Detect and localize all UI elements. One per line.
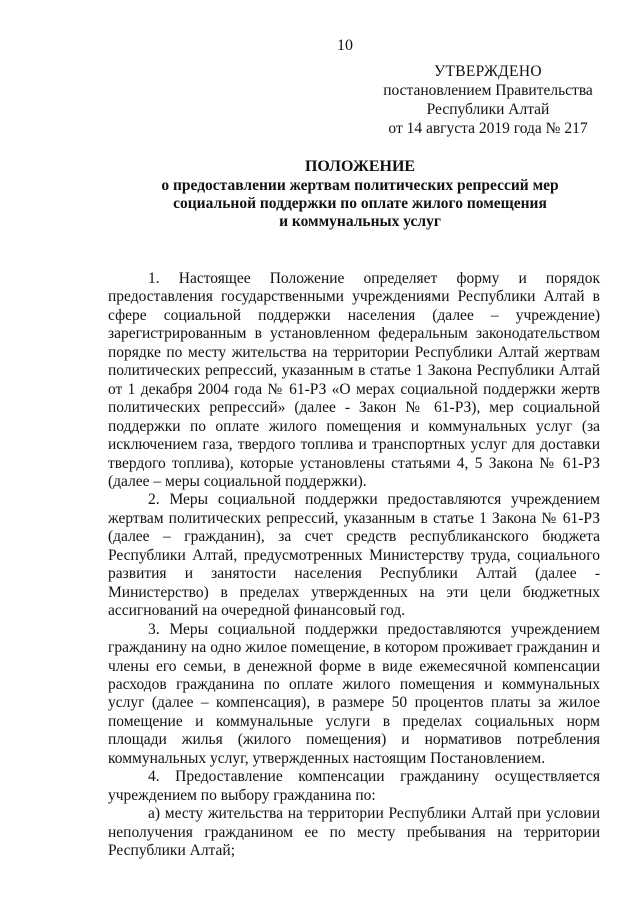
document-body [108,270,600,861]
title-line-1: о предоставлении жертвам политических репрессий мер [161,177,559,194]
document-title [150,158,570,231]
paragraph-1: 1. Настоящее Положение определяет форму и порядок предоставления государственными учреждениями Республики Алтай в сфере социальной поддержки населения (далее – учреждение) зарегистрированным в установленном федеральным законодательством порядке по месту жительства на территории Республики Алтай жертвам политических репрессий, указанным в статье 1 Закона Республики Алтай от 1 декабря 2004 года № 61-РЗ «О мерах социальной поддержки жертв политических репрессий» (далее - Закон № 61-РЗ), мер социальной поддержки по оплате жилого помещения и коммунальных услуг (за исключением газа, твердого топлива и транспортных услуг для доставки твердого топлива), которые установлены статьями 4, 5 Закона № 61-РЗ (далее – меры социальной поддержки). [108,270,600,490]
paragraph-3: 3. Меры социальной поддержки предоставляются учреждением гражданину на одно жилое помещение, в котором проживает гражданин и члены его семьи, в денежной форме в виде ежемесячной компенсации расходов гражданина по оплате жилого помещения и коммунальных услуг (далее – компенсация), в размере 50 процентов платы за жилое помещение и коммунальные услуги в пределах социальных норм площади жилья (жилого помещения) и нормативов потребления коммунальных услуг, утвержденных настоящим Постановлением. [108,620,600,767]
title-line-3: и коммунальных услуг [279,213,441,230]
approval-heading: УТВЕРЖДЕНО [434,63,542,80]
title-line-2: социальной поддержки по оплате жилого помещения [173,195,547,212]
approval-line-1: постановлением Правительства [383,82,593,99]
paragraph-4: 4. Предоставление компенсации гражданину осуществляется учреждением по выбору гражданина по: [108,768,600,804]
approval-stamp [368,62,608,138]
approval-line-3: от 14 августа 2019 года № 217 [388,120,588,137]
approval-line-2: Республики Алтай [426,101,550,118]
paragraph-4a: а) месту жительства на территории Республики Алтай при условии неполучения гражданином ее по месту пребывания на территории Республики Алтай; [108,805,600,860]
title-heading: ПОЛОЖЕНИЕ [304,158,416,175]
page-number: 10 [337,37,353,54]
paragraph-2: 2. Меры социальной поддержки предоставляются учреждением жертвам политических репрессий, указанным в статье 1 Закона № 61-РЗ (далее – гражданин), за счет средств республиканского бюджета Республики Алтай, предусмотренных Министерству труда, социального развития и занятости населения Республики Алтай (далее - Министерство) в пределах утвержденных на эти цели бюджетных ассигнований на очередной финансовый год. [108,491,600,620]
